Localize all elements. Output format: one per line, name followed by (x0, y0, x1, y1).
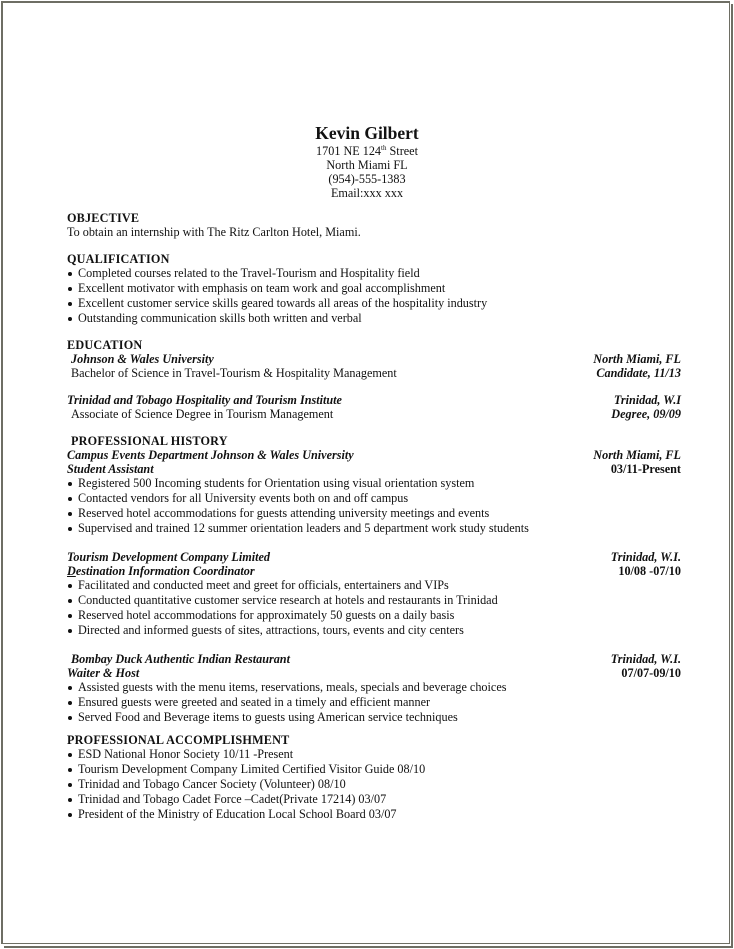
section-title-education: EDUCATION (67, 338, 143, 352)
job-3-role (67, 666, 681, 680)
bullet-icon (68, 813, 72, 817)
professional-history-section (67, 434, 681, 725)
job-dates: 03/11-Present (610, 462, 681, 476)
job-dates: 07/07-09/10 (621, 666, 681, 680)
qualification-section (67, 252, 681, 326)
education-entry-1-detail (67, 366, 681, 380)
job-dates: 10/08 -07/10 (618, 564, 681, 578)
list-item: Excellent motivator with emphasis on team work and goal accomplishment (67, 281, 681, 296)
education-entry-2-header (67, 393, 681, 407)
list-item: Completed courses related to the Travel-Tourism and Hospitality field (67, 266, 681, 281)
list-item: Outstanding communication skills both written and verbal (67, 311, 681, 326)
degree-status: Degree, 09/09 (611, 407, 681, 421)
bullet-icon (68, 497, 72, 501)
section-title-qualification: QUALIFICATION (67, 252, 170, 266)
candidate-name: Kevin Gilbert (315, 123, 419, 143)
email: Email:xxx xxx (330, 186, 404, 200)
job-3-header (67, 652, 681, 666)
bullet-icon (68, 287, 72, 291)
bullet-icon (68, 629, 72, 633)
list-item: Facilitated and conducted meet and greet for officials, entertainers and VIPs (67, 578, 681, 593)
list-item: Trinidad and Tobago Cancer Society (Volunteer) 08/10 (67, 777, 681, 792)
list-item: ESD National Honor Society 10/11 -Present (67, 747, 681, 762)
list-item: Conducted quantitative customer service research at hotels and restaurants in Trinidad (67, 593, 681, 608)
list-item: Registered 500 Incoming students for Orientation using visual orientation system (67, 476, 681, 491)
job-location: Trinidad, W.I. (610, 652, 681, 666)
job-title: Destination Information Coordinator (67, 564, 255, 578)
list-item: Contacted vendors for all University events both on and off campus (67, 491, 681, 506)
job-2-role (67, 564, 681, 578)
bullet-icon (68, 584, 72, 588)
list-item: President of the Ministry of Education Local School Board 03/07 (67, 807, 681, 822)
list-item: Ensured guests were greeted and seated in a timely and efficient manner (67, 695, 681, 710)
accomplishment-section (67, 733, 681, 822)
bullet-icon (68, 686, 72, 690)
list-item: Tourism Development Company Limited Certified Visitor Guide 08/10 (67, 762, 681, 777)
bullet-icon (68, 302, 72, 306)
bullet-icon (68, 272, 72, 276)
school-location: Trinidad, W.I (613, 393, 681, 407)
school-name: Trinidad and Tobago Hospitality and Tourism Institute (67, 393, 342, 407)
school-name: Johnson & Wales University (71, 352, 214, 366)
employer-name: Campus Events Department Johnson & Wales University (67, 448, 354, 462)
phone-number: (954)-555-1383 (328, 172, 406, 186)
address-line-2: North Miami FL (326, 158, 408, 172)
job-1-header (67, 448, 681, 462)
list-item: Directed and informed guests of sites, attractions, tours, events and city centers (67, 623, 681, 638)
list-item: Excellent customer service skills geared towards all areas of the hospitality industry (67, 296, 681, 311)
job-title: Waiter & Host (67, 666, 140, 680)
list-item: Assisted guests with the menu items, reservations, meals, specials and beverage choices (67, 680, 681, 695)
accomplishment-list (67, 747, 681, 822)
school-location: North Miami, FL (593, 352, 681, 366)
bullet-icon (68, 701, 72, 705)
bullet-icon (68, 798, 72, 802)
bullet-icon (68, 716, 72, 720)
employer-name: Bombay Duck Authentic Indian Restaurant (71, 652, 290, 666)
objective-section (67, 211, 681, 239)
bullet-icon (68, 512, 72, 516)
job-1-duties (67, 476, 681, 536)
job-location: Trinidad, W.I. (610, 550, 681, 564)
education-entry-1-header (67, 352, 681, 366)
resume-header (0, 122, 734, 200)
list-item: Trinidad and Tobago Cadet Force –Cadet(Private 17214) 03/07 (67, 792, 681, 807)
job-location: North Miami, FL (593, 448, 681, 462)
list-item: Reserved hotel accommodations for guests attending university meetings and events (67, 506, 681, 521)
qualification-list (67, 266, 681, 326)
bullet-icon (68, 317, 72, 321)
address-line-1: 1701 NE 124th Street (316, 144, 418, 158)
bullet-icon (68, 527, 72, 531)
job-3-duties (67, 680, 681, 725)
degree-name: Associate of Science Degree in Tourism Management (71, 407, 334, 421)
job-1-role (67, 462, 681, 476)
employer-name: Tourism Development Company Limited (67, 550, 271, 564)
job-2-header (67, 550, 681, 564)
degree-status: Candidate, 11/13 (596, 366, 681, 380)
section-title-history: PROFESSIONAL HISTORY (71, 434, 228, 448)
list-item: Reserved hotel accommodations for approximately 50 guests on a daily basis (67, 608, 681, 623)
bullet-icon (68, 614, 72, 618)
objective-text: To obtain an internship with The Ritz Carlton Hotel, Miami. (67, 225, 361, 239)
list-item: Served Food and Beverage items to guests using American service techniques (67, 710, 681, 725)
bullet-icon (68, 753, 72, 757)
degree-name: Bachelor of Science in Travel-Tourism & Hospitality Management (71, 366, 397, 380)
education-entry-2-detail (67, 407, 681, 421)
bullet-icon (68, 783, 72, 787)
section-title-accomplishment: PROFESSIONAL ACCOMPLISHMENT (67, 733, 290, 747)
bullet-icon (68, 768, 72, 772)
section-title-objective: OBJECTIVE (67, 211, 140, 225)
list-item: Supervised and trained 12 summer orientation leaders and 5 department work study students (67, 521, 681, 536)
job-title: Student Assistant (67, 462, 154, 476)
education-section (67, 338, 681, 421)
job-2-duties (67, 578, 681, 638)
bullet-icon (68, 482, 72, 486)
bullet-icon (68, 599, 72, 603)
